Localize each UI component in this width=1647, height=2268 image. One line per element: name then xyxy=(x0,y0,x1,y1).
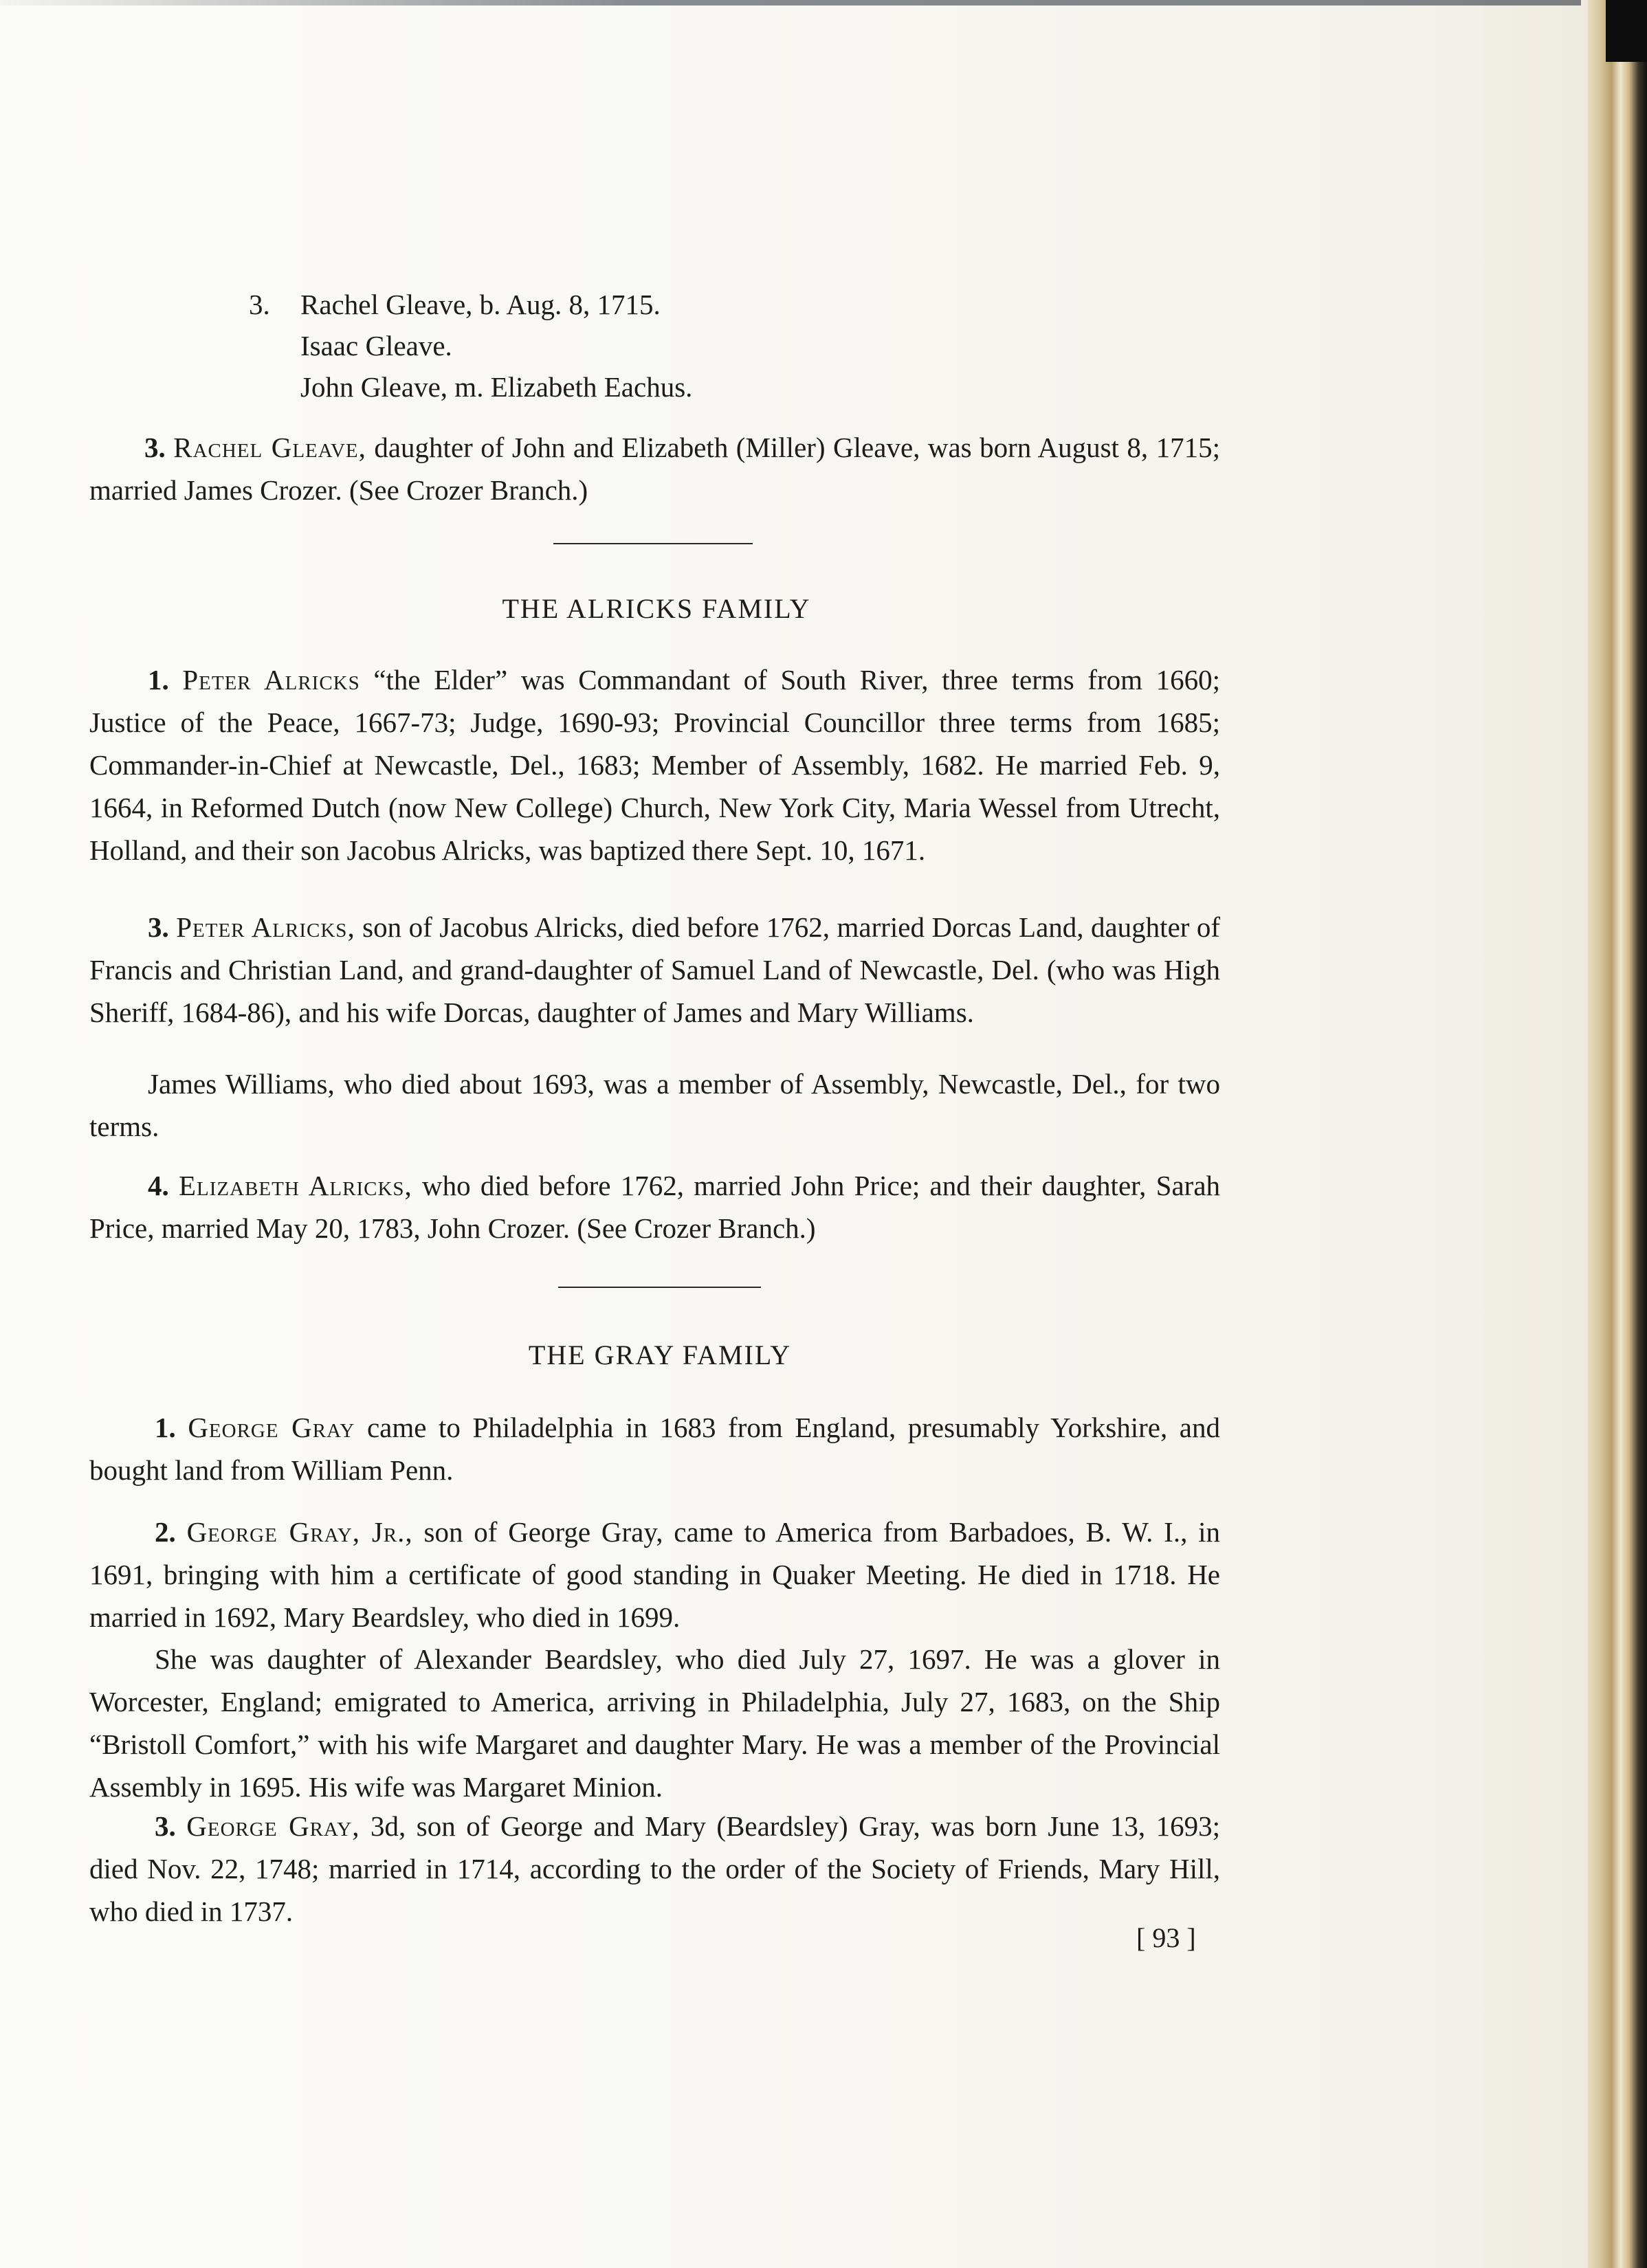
entry-number: 1. xyxy=(148,664,169,696)
section-heading-alricks: THE ALRICKS FAMILY xyxy=(502,593,811,624)
entry-george-gray xyxy=(89,1406,1220,1491)
entry-text: daughter of John and Elizabeth (Miller) Gleave, was born August 8, 1715; married James Crozer. (See Crozer Branch.) xyxy=(89,432,1221,506)
list-number: 3. xyxy=(249,289,270,320)
entry-name: George Gray, Jr., xyxy=(186,1516,413,1548)
entry-text: 3d, son of George and Mary (Beardsley) Gray, was born June 13, 1693; died Nov. 22, 1748; married in 1714, according to the order of the Society of Friends, Mary Hill, who died in 1737. xyxy=(89,1810,1221,1927)
entry-number: 1. xyxy=(155,1412,176,1443)
entry-name: Peter Alricks, xyxy=(176,911,355,943)
page-number: [ 93 ] xyxy=(1136,1922,1196,1953)
section-divider xyxy=(553,543,753,544)
entry-number: 4. xyxy=(148,1170,169,1201)
entry-elizabeth-alricks xyxy=(89,1164,1220,1249)
entry-name: Rachel Gleave, xyxy=(173,432,366,463)
entry-number: 2. xyxy=(155,1516,176,1548)
list-item: Isaac Gleave. xyxy=(300,330,452,362)
entry-george-gray-jr xyxy=(89,1511,1220,1638)
binding-shadow xyxy=(1606,0,1647,62)
entry-name: Elizabeth Alricks, xyxy=(179,1170,412,1201)
entry-note-alexander-beardsley: She was daughter of Alexander Beardsley, who died July 27, 1697. He was a glover in Worcester, England; emigrated to America, arriving in Philadelphia, July 27, 1683, on the Ship “Bristoll Comfort,” with his wife Margaret and daughter Mary. He was a member of the Provincial Assembly in 1695. His wife was Margaret Minion. xyxy=(89,1643,1220,1803)
entry-name: Peter Alricks xyxy=(182,664,360,696)
entry-rachel-gleave xyxy=(89,426,1220,511)
entry-text: came to Philadelphia in 1683 from England, presumably Yorkshire, and bought land from William Penn. xyxy=(89,1412,1220,1486)
entry-text: who died before 1762, married John Price; and their daughter, Sarah Price, married May 20, 1783, John Crozer. (See Crozer Branch.) xyxy=(89,1170,1221,1244)
entry-number: 3. xyxy=(148,911,169,943)
entry-text: son of George Gray, came to America from Barbadoes, B. W. I., in 1691, bringing with him a certificate of good standing in Quaker Meeting. He died in 1718. He married in 1692, Mary Beardsley, who died in 1699. xyxy=(89,1516,1221,1633)
section-heading-gray: THE GRAY FAMILY xyxy=(528,1339,792,1370)
entry-text: son of Jacobus Alricks, died before 1762, married Dorcas Land, daughter of Francis and Christian Land, and grand-daughter of Samuel Land of Newcastle, Del. (who was High Sheriff, 1684-86), and his wife Dorcas, daughter of James and Mary Williams. xyxy=(89,911,1221,1028)
section-divider xyxy=(558,1287,761,1288)
entry-peter-alricks xyxy=(89,906,1220,1034)
entry-text: “the Elder” was Commandant of South River, three terms from 1660; Justice of the Peace, 1667-73; Judge, 1690-93; Provincial Councillor three terms from 1685; Commander-in-Chief at Newcastle, Del., 1683; Member of Assembly, 1682. He married Feb. 9, 1664, in Reformed Dutch (now New College) Church, New York City, Maria Wessel from Utrecht, Holland, and their son Jacobus Alricks, was baptized there Sept. 10, 1671. xyxy=(89,664,1220,866)
entry-note-james-williams: James Williams, who died about 1693, was a member of Assembly, Newcastle, Del., for two terms. xyxy=(89,1068,1220,1142)
entry-george-gray-3d xyxy=(89,1805,1220,1933)
entry-peter-alricks-elder xyxy=(89,658,1220,871)
entry-name: George Gray, xyxy=(186,1810,360,1842)
book-binding-edge xyxy=(1588,0,1647,2268)
list-item: John Gleave, m. Elizabeth Eachus. xyxy=(300,371,693,403)
entry-number: 3. xyxy=(155,1810,176,1842)
list-item: Rachel Gleave, b. Aug. 8, 1715. xyxy=(300,289,661,320)
entry-name: George Gray xyxy=(188,1412,355,1443)
entry-number: 3. xyxy=(144,432,166,463)
